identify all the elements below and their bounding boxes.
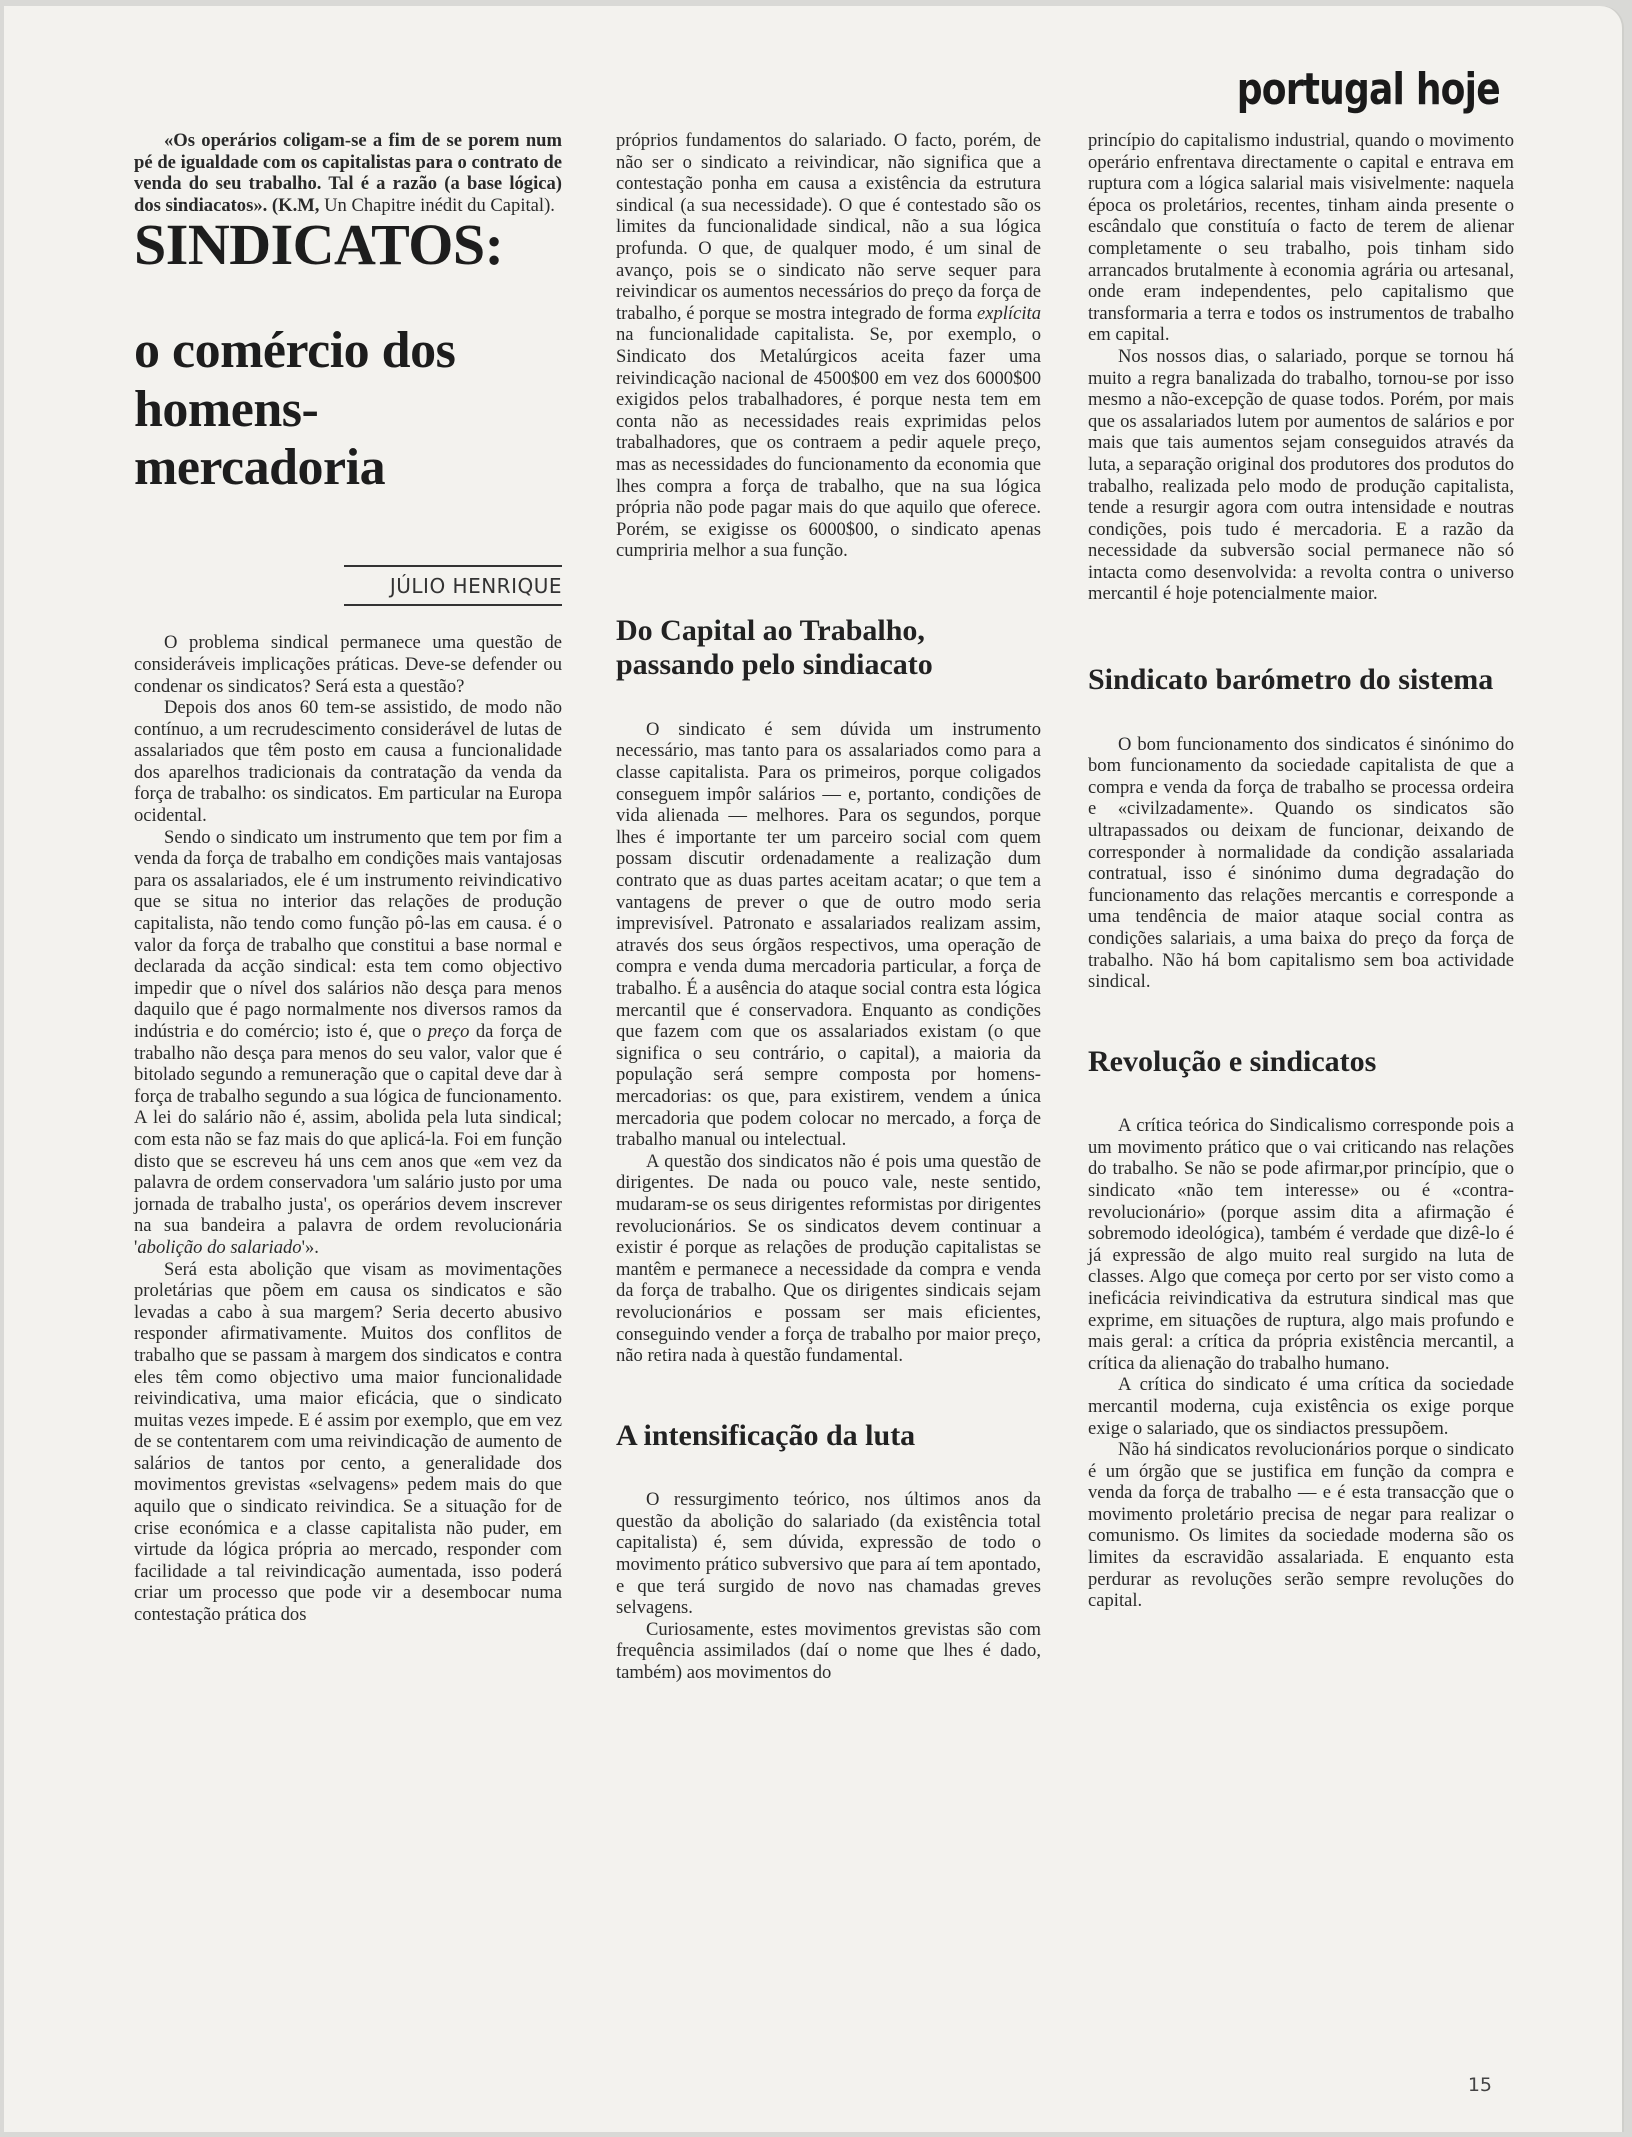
paragraph: O problema sindical permanece uma questão de consideráveis implicações práticas. Deve-se defender ou condenar os sindicatos? Será esta a questão? xyxy=(134,632,562,697)
magazine-page xyxy=(4,6,1622,2132)
emphasis: explícita xyxy=(976,302,1041,324)
paragraph: Depois dos anos 60 tem-se assistido, de modo não contínuo, a um recrudescimento considerável de lutas de assalariados que têm posto em causa a funcionalidade dos aparelhos tradicionais da contratação da venda da força de trabalho: os sindicatos. Em particular na Europa ocidental. xyxy=(134,697,562,827)
page-number: 15 xyxy=(1467,2074,1492,2096)
section-header: portugal hoje xyxy=(1236,64,1500,115)
paragraph xyxy=(134,827,562,1259)
column-3 xyxy=(1088,130,1514,1612)
paragraph: A crítica teórica do Sindicalismo corresponde pois a um movimento prático que o vai criticando nas relações do trabalho. Se não se pode afirmar,por princípio, que o sindicato «não tem interesse» ou é «contra-revolucionário» (porque assim dita a afirmação é sobremodo ideológica), também é verdade que dizê-lo é já expressão de algo muito real surgido na luta de classes. Algo que começa por certo por ser visto como a ineficácia reivindicativa da estrutura sindical mas que exprime, em situações de ruptura, algo mais profundo e mais geral: a crítica da própria existência mercantil, a crítica da alienação do trabalho humano. xyxy=(1088,1115,1514,1374)
paragraph: Curiosamente, estes movimentos grevistas são com frequência assimilados (daí o nome que lhes é dado, também) aos movimentos do xyxy=(616,1618,1041,1683)
emphasis: preço xyxy=(427,1021,470,1042)
byline-wrap xyxy=(134,565,562,606)
section-heading: A intensificação da luta xyxy=(616,1418,916,1452)
author-byline: JÚLIO HENRIQUE xyxy=(344,565,562,606)
paragraph: Será esta abolição que visam as movimentações proletárias que põem em causa os sindicatos e são levadas a cabo à sua margem? Seria decerto abusivo responder afirmativamente. Muitos dos conflitos de trabalho que se passam à margem dos sindicatos e contra eles têm como objectivo uma maior funcionalidade reivindicativa, uma maior eficácia, que o sindicato muitas vezes impede. E é assim por exemplo, que em vez de se contentarem com uma reivindicação de aumento de salários de tantos por cento, a generalidade dos movimentos grevistas «selvagens» pedem mais do que aquilo que o sindicato reivindica. Se a situação for de crise económica e a classe capitalista não puder, em virtude da lógica própria ao mercado, responder com facilidade a tal reivindicação aumentada, isso poderá criar um processo que pode vir a desembocar numa contestação prática dos xyxy=(134,1258,562,1626)
column-2 xyxy=(616,130,1041,1684)
paragraph: A questão dos sindicatos não é pois uma questão de dirigentes. De nada ou pouco vale, neste sentido, mudaram-se os seus dirigentes reformistas por dirigentes revolucionários. Se os sindicatos devem continuar a existir é porque as relações de produção capitalistas se mantêm e permanece a necessidade da compra e venda da força de trabalho. Que os dirigentes sindicais sejam revolucionários e possam ser mais eficientes, conseguindo vender a força de trabalho por maior preço, não retira nada à questão fundamental. xyxy=(616,1150,1041,1367)
column-1 xyxy=(134,130,562,1626)
paragraph: princípio do capitalismo industrial, quando o movimento operário enfrentava directamente o capital e entrava em ruptura com a lógica salarial mais visivelmente: naquela época os proletários, recentes, tinham ainda presente o escândalo que constituía o facto de terem de alienar completamente o seu trabalho, pois tinham sido arrancados brutalmente à economia agrária ou artesanal, onde eram independentes, pelo capitalismo que transformaria a terra e todos os instrumentos de trabalho em capital. xyxy=(1088,130,1514,346)
emphasis: abolição do salariado xyxy=(137,1236,302,1258)
paragraph: O bom funcionamento dos sindicatos é sinónimo do bom funcionamento da sociedade capitalista de que a compra e venda da força de trabalho se processa ordeira e «civilzadamente». Quando os sindicatos são ultrapassados ou deixam de funcionar, deixando de corresponder à normalidade da condição assalariada contratual, isso é sinónimo duma degradação do funcionamento das relações mercantis e corresponde a uma tendência de maior ataque social contra as condições salariais, a uma baixa do preço da força de trabalho. Não há bom capitalismo sem boa actividade sindical. xyxy=(1088,733,1514,993)
paragraph: O sindicato é sem dúvida um instrumento necessário, mas tanto para os assalariados como para a classe capitalista. Para os primeiros, porque coligados conseguem impôr salários — e, portanto, condições de vida alienada — melhores. Para os segundos, porque lhes é importante ter um parceiro social com quem possam discutir ordenadamente a realização dum contrato que as duas partes aceitam acatar; o que tem a vantagens de prever o que de outro modo seria imprevisível. Patronato e assalariados realizam assim, através dos seus órgãos respectivos, uma operação de compra e venda duma mercadoria particular, a força de trabalho. É a ausência do ataque social contra esta lógica mercantil que é conservadora. Enquanto as condições que fazem com que os assalariados existam (o que significa o seu contrário, o capital), a maioria da população será sempre composta por homens-mercadorias: os que, para existirem, vendem a única mercadoria que podem colocar no mercado, a força de trabalho manual ou intelectual. xyxy=(616,718,1041,1151)
article-subtitle: o comércio dos homens-mercadoria xyxy=(134,322,456,496)
article-title: SINDICATOS: xyxy=(134,212,504,278)
paragraph: Não há sindicatos revolucionários porque o sindicato é um órgão que se justifica em função da compra e venda da força de trabalho — e é esta transacção que o movimento proletário precisa de negar para realizar o comunismo. Os limites da sociedade moderna são os limites da escravidão assalariada. E enquanto esta perdurar as revoluções serão sempre revoluções do capital. xyxy=(1088,1439,1514,1612)
paragraph: O ressurgimento teórico, nos últimos anos da questão da abolição do salariado (da existência total capitalista) é, sem dúvida, expressão de todo o movimento prático subversivo que para aí tem apontado, e que terá surgido de novo nas chamadas greves selvagens. xyxy=(616,1489,1041,1619)
epigraph xyxy=(134,130,562,216)
epigraph-source: Un Chapitre inédit du Capital). xyxy=(319,194,555,216)
paragraph: Nos nossos dias, o salariado, porque se tornou há muito a regra banalizada do trabalho, tornou-se por isso mesmo a não-excepção de quase todos. Porém, por mais que os assalariados lutem por aumentos de salários e por mais que tais aumentos sejam conseguidos através da luta, a separação original dos produtores dos produtos do trabalho, realizada pelo modo de produção capitalista, tende a resurgir agora com outra intensidade e noutras condições, pois tudo é mercadoria. E a razão da necessidade da subversão social permanece não só intacta como desenvolvida: a revolta contra o universo mercantil é hoje potencialmente maior. xyxy=(1088,345,1514,605)
section-heading: Do Capital ao Trabalho, passando pelo sindiacato xyxy=(616,613,933,682)
text-run: na funcionalidade capitalista. Se, por exemplo, o Sindicato dos Metalúrgicos aceita fazer uma reivindicação nacional de 4500$00 em vez dos 6000$00 exigidos pelos trabalhadores, é porque nesta tem em conta não as necessidades reais exprimidas pelos trabalhadores, que os contraem a pedir aquele preço, mas as necessidades do funcionamento da economia que lhes compra a força de trabalho, que na sua lógica própria não pode pagar mais do que aquilo que oferece. Porém, se exigisse os 6000$00, o sindicato apenas cumpriria melhor a sua função. xyxy=(616,324,1041,562)
section-heading: Sindicato barómetro do sistema xyxy=(1088,663,1494,697)
text-run: da força de trabalho não desça para menos do seu valor, valor que é bitolado segundo a remuneração que o capital deve dar à força de trabalho segundo a sua lógica de funcionamento. A lei do salário não é, assim, abolida pela luta sindical; com esta não se faz mais do que aplicá-la. Foi em função disto que se escreveu há uns cem anos que «em vez da palavra de ordem conservadora 'um salário justo por uma jornada de trabalho justa', os operários devem inscrever na sua bandeira a palavra de ordem revolucionária ' xyxy=(134,1021,563,1258)
paragraph: A crítica do sindicato é uma crítica da sociedade mercantil moderna, cuja existência os exige porque exige o salariado, que os sindiactos pressupõem. xyxy=(1088,1374,1514,1439)
paragraph xyxy=(616,130,1041,562)
epigraph-bold: «Os operários coligam-se a fim de se porem num pé de igualdade com os capitalistas para o contrato de venda do seu trabalho. Tal é a razão (a base lógica) dos sindiacatos». (K.M, xyxy=(134,130,562,216)
text-run: Sendo o sindicato um instrumento que tem por fim a venda da força de trabalho em condições mais vantajosas para os assalariados, ele é um instrumento reivindicativo que se situa no interior das relações de produção capitalista, não tendo como função pô-las em causa. é o valor da força de trabalho que constitui a base normal e declarada da acção sindical: esta tem como objectivo impedir que o nível dos salários não desça para menos daquilo que é pago normalmente nos diversos ramos da indústria e do comércio; isto é, que o xyxy=(134,826,562,1042)
section-heading: Revolução e sindicatos xyxy=(1088,1044,1377,1078)
text-run: próprios fundamentos do salariado. O facto, porém, de não ser o sindicato a reivindicar, não significa que a contestação ponha em causa a existência da estrutura sindical (a sua necessidade). O que é contestado são os limites da funcionalidade sindical, não a sua lógica profunda. O que, de qualquer modo, é um sinal de avanço, pois se o sindicato não serve sequer para reivindicar os aumentos necessários do preço da força de trabalho, é porque se mostra integrado de forma xyxy=(616,130,1041,324)
text-run: '». xyxy=(301,1236,319,1258)
